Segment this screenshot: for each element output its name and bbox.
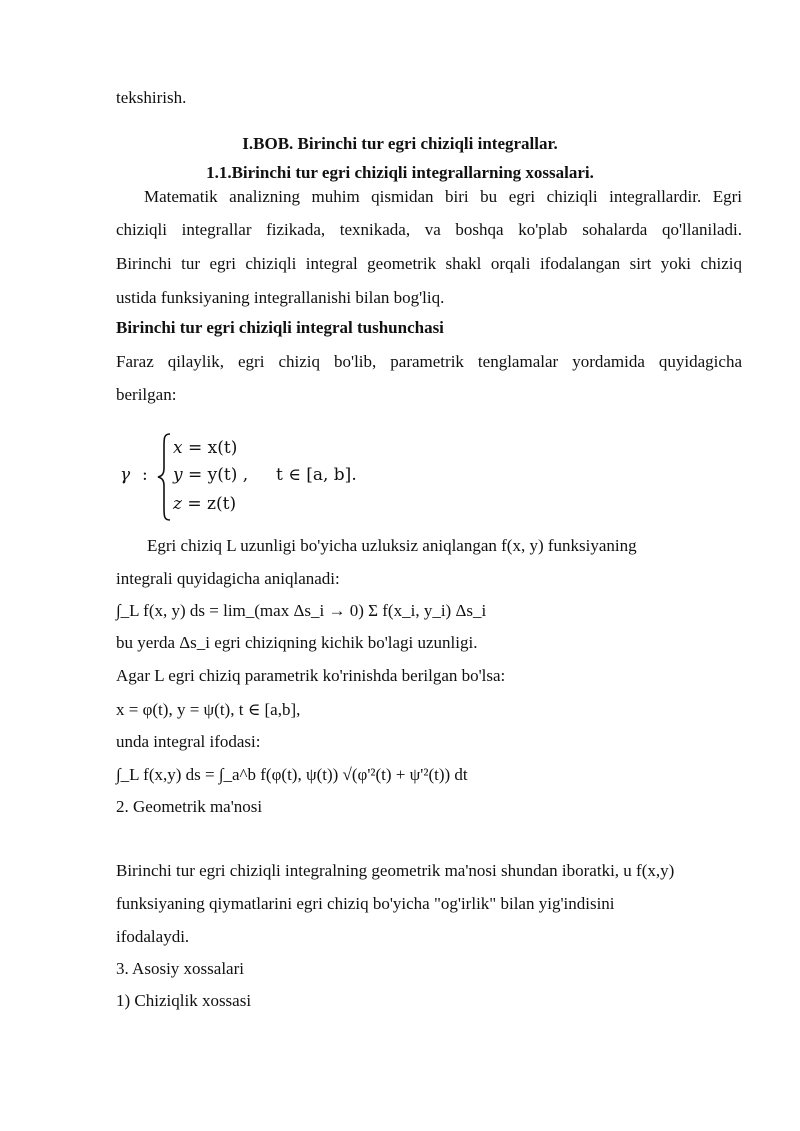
paragraph-line: berilgan: xyxy=(116,385,177,404)
section-title: 3. Asosiy xossalari xyxy=(116,959,244,978)
paragraph-line: Matematik analizning muhim qismidan biri bu egri chiziqli integrallardir. Egri xyxy=(144,187,742,206)
paragraph-line: Birinchi tur egri chiziqli integralning geometrik ma'nosi shundan iboratki, u f(x,y) xyxy=(116,861,675,880)
equation-var: x xyxy=(173,438,183,458)
paragraph-line: ifodalaydi. xyxy=(116,927,190,946)
paragraph-line: bu yerda Δs_i egri chiziqning kichik bo'lagi uzunligi. xyxy=(116,633,478,652)
chapter-heading: I.BOB. Birinchi tur egri chiziqli integrallar. xyxy=(242,134,558,153)
equation-domain: t ∈ [a, b]. xyxy=(276,465,357,485)
equation-rhs: = x(t) xyxy=(188,438,238,458)
paragraph-line: funksiyaning qiymatlarini egri chiziq bo'yicha "og'irlik" bilan yig'indisini xyxy=(116,894,615,913)
paragraph-line: Egri chiziq L uzunligi bo'yicha uzluksiz aniqlangan f(x, y) funksiyaning xyxy=(147,536,637,555)
paragraph-line: ustida funksiyaning integrallanishi bilan bog'liq. xyxy=(116,288,445,307)
subheading: Birinchi tur egri chiziqli integral tushunchasi xyxy=(116,318,444,337)
paragraph-line: Agar L egri chiziq parametrik ko'rinishda berilgan bo'lsa: xyxy=(116,666,506,685)
equation-colon: : xyxy=(142,465,148,485)
equation-row-x xyxy=(173,438,237,458)
paragraph-line: Birinchi tur egri chiziqli integral geometrik shakl orqali ifodalangan sirt yoki chiziq xyxy=(116,254,742,273)
formula-line: ∫_L f(x, y) ds = lim_(max Δs_i → 0) Σ f(x_i, y_i) Δs_i xyxy=(116,601,487,620)
parametric-equation xyxy=(116,432,416,522)
formula-line: ∫_L f(x,y) ds = ∫_a^b f(φ(t), ψ(t)) √(φ'²(t) + ψ'²(t)) dt xyxy=(116,765,468,784)
formula-line: x = φ(t), y = ψ(t), t ∈ [a,b], xyxy=(116,700,301,719)
equation-row-y xyxy=(173,465,248,485)
paragraph-line: Faraz qilaylik, egri chiziq bo'lib, parametrik tenglamalar yordamida quyidagicha xyxy=(116,352,742,371)
paragraph-line: unda integral ifodasi: xyxy=(116,732,261,751)
paragraph-line: chiziqli integrallar fizikada, texnikada, va boshqa ko'plab sohalarda qo'llaniladi. xyxy=(116,220,742,239)
equation-rhs: = z(t) xyxy=(187,494,237,514)
curly-brace-icon xyxy=(156,432,172,522)
equation-var: z xyxy=(173,494,182,514)
section-heading: 1.1.Birinchi tur egri chiziqli integrallarning xossalari. xyxy=(206,163,594,182)
section-title: 2. Geometrik ma'nosi xyxy=(116,797,263,816)
equation-gamma: γ xyxy=(120,465,131,485)
list-item: 1) Chiziqlik xossasi xyxy=(116,991,252,1010)
equation-var: y xyxy=(173,465,183,485)
paragraph-line: integrali quyidagicha aniqlanadi: xyxy=(116,569,340,588)
equation-rhs: = y(t) , xyxy=(188,465,249,485)
text-line: tekshirish. xyxy=(116,88,187,107)
equation-row-z xyxy=(173,494,236,514)
